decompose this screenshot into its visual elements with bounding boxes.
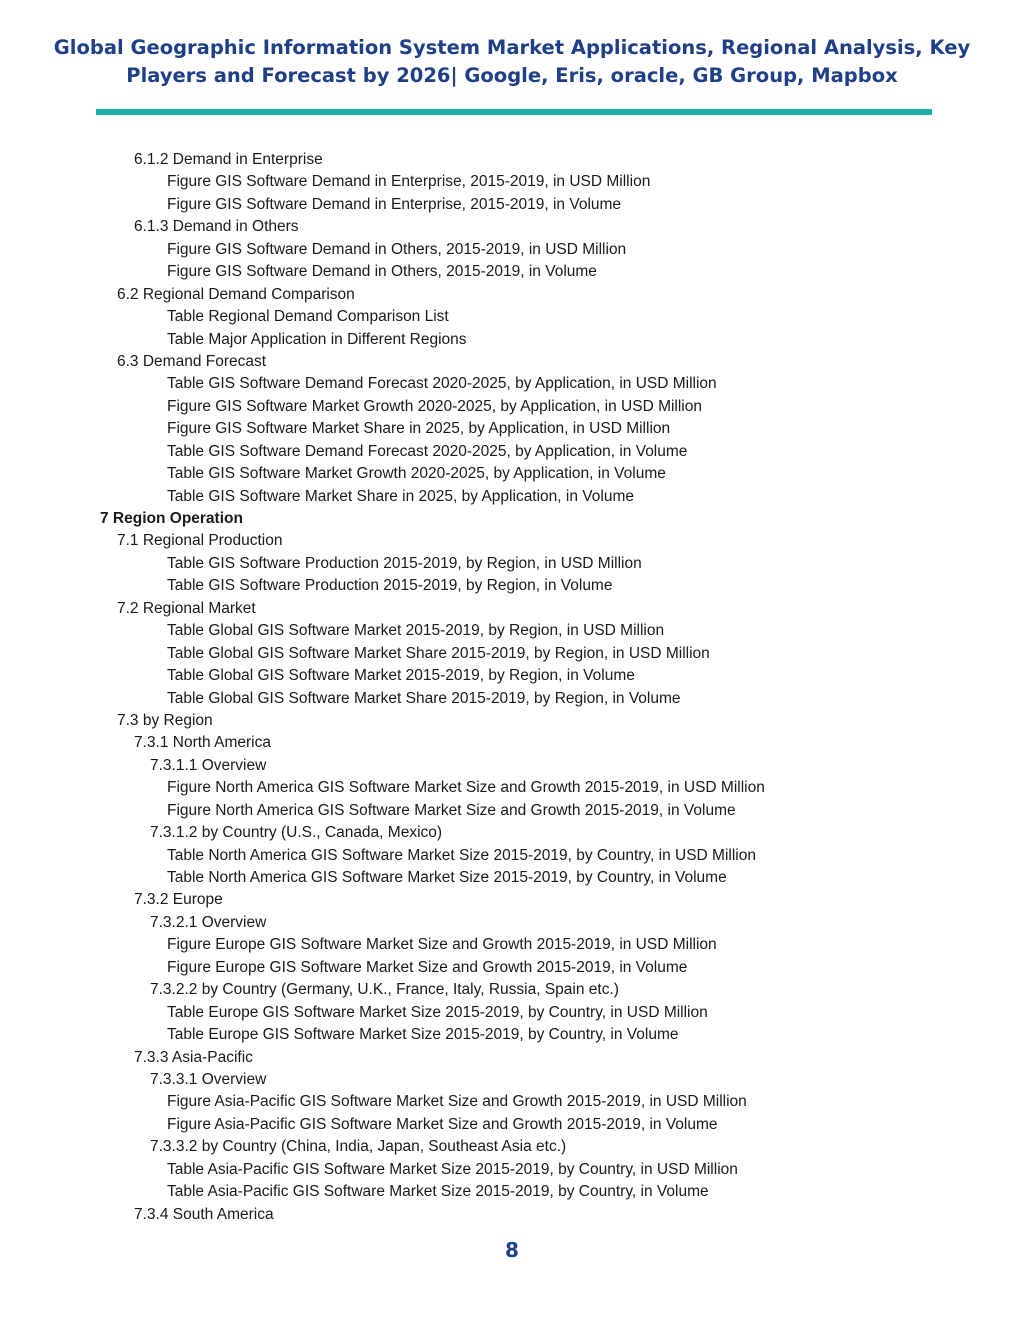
toc-entry: Figure Europe GIS Software Market Size and Growth 2015-2019, in Volume <box>167 958 688 976</box>
toc-entry: Table Regional Demand Comparison List <box>167 308 449 326</box>
toc-entry: Table Major Application in Different Regions <box>167 330 467 348</box>
toc-entry: Table GIS Software Demand Forecast 2020-2025, by Application, in USD Million <box>167 375 717 393</box>
document-title-line-1: Global Geographic Information System Market Applications, Regional Analysis, Key <box>53 36 971 59</box>
toc-entry: 6.1.2 Demand in Enterprise <box>134 151 323 168</box>
document-header <box>0 34 1024 90</box>
toc-entry: 7.3.2.1 Overview <box>150 913 267 931</box>
toc-entry: Figure North America GIS Software Market Size and Growth 2015-2019, in Volume <box>167 801 736 819</box>
toc-entry: Figure GIS Software Demand in Enterprise, 2015-2019, in USD Million <box>167 173 651 191</box>
toc-entry: 6.3 Demand Forecast <box>117 352 267 370</box>
toc-entry: 7.3.2 Europe <box>134 891 223 909</box>
toc-entry: Table GIS Software Production 2015-2019, by Region, in Volume <box>167 577 613 595</box>
toc-entry: 6.2 Regional Demand Comparison <box>117 285 355 303</box>
toc-entry: 7.3 by Region <box>117 711 213 729</box>
toc-entry: Figure Asia-Pacific GIS Software Market Size and Growth 2015-2019, in Volume <box>167 1115 718 1133</box>
toc-entry: Table Global GIS Software Market Share 2015-2019, by Region, in Volume <box>167 689 681 707</box>
toc-entry: Figure GIS Software Demand in Others, 2015-2019, in Volume <box>167 263 597 281</box>
toc-entry: Figure GIS Software Demand in Enterprise, 2015-2019, in Volume <box>167 195 622 213</box>
toc-entry: Table Global GIS Software Market 2015-2019, by Region, in USD Million <box>167 622 665 640</box>
toc-entry: Figure Asia-Pacific GIS Software Market Size and Growth 2015-2019, in USD Million <box>167 1093 747 1111</box>
toc-entry: 6.1.3 Demand in Others <box>134 218 299 236</box>
toc-entry: Figure GIS Software Market Share in 2025, by Application, in USD Million <box>167 420 671 438</box>
toc-entry: 7.3.3.1 Overview <box>150 1070 267 1088</box>
toc-entry: Figure GIS Software Market Growth 2020-2025, by Application, in USD Million <box>167 397 702 415</box>
toc-entry: Table North America GIS Software Market Size 2015-2019, by Country, in Volume <box>167 869 727 886</box>
toc-section-heading: 7 Region Operation <box>100 510 243 527</box>
header-divider <box>96 109 932 115</box>
toc-entry: 7.3.1.1 Overview <box>150 756 267 774</box>
toc-entry: Table North America GIS Software Market Size 2015-2019, by Country, in USD Million <box>167 846 756 864</box>
toc-entry: Table Global GIS Software Market 2015-2019, by Region, in Volume <box>167 667 635 685</box>
toc-entry: Figure GIS Software Demand in Others, 2015-2019, in USD Million <box>167 240 627 258</box>
toc-entry: Table GIS Software Production 2015-2019, by Region, in USD Million <box>167 554 642 572</box>
toc-entry: 7.3.2.2 by Country (Germany, U.K., France, Italy, Russia, Spain etc.) <box>150 981 619 999</box>
document-title-line-2: Players and Forecast by 2026| Google, Eris, oracle, GB Group, Mapbox <box>126 64 898 87</box>
toc-entry: 7.2 Regional Market <box>117 599 256 617</box>
toc-entry: 7.3.4 South America <box>134 1205 274 1223</box>
toc-entry: Table GIS Software Demand Forecast 2020-2025, by Application, in Volume <box>167 442 688 460</box>
page-number: 8 <box>505 1238 519 1262</box>
toc-entry: Table Europe GIS Software Market Size 2015-2019, by Country, in USD Million <box>167 1003 708 1021</box>
toc-entry: 7.1 Regional Production <box>117 532 283 550</box>
toc-entry: 7.3.3.2 by Country (China, India, Japan, Southeast Asia etc.) <box>150 1138 567 1156</box>
toc-entry: Table Europe GIS Software Market Size 2015-2019, by Country, in Volume <box>167 1026 679 1044</box>
toc-entry: Table Global GIS Software Market Share 2015-2019, by Region, in USD Million <box>167 644 710 662</box>
toc-entry: Table GIS Software Market Growth 2020-2025, by Application, in Volume <box>167 465 666 483</box>
toc-entry: Table GIS Software Market Share in 2025, by Application, in Volume <box>167 487 634 505</box>
toc-entry: 7.3.3 Asia-Pacific <box>134 1048 253 1066</box>
toc-entry: Table Asia-Pacific GIS Software Market Size 2015-2019, by Country, in USD Million <box>167 1160 738 1178</box>
toc-entry: Table Asia-Pacific GIS Software Market Size 2015-2019, by Country, in Volume <box>167 1183 709 1201</box>
toc-entry: Figure North America GIS Software Market Size and Growth 2015-2019, in USD Million <box>167 779 765 797</box>
toc-entry: 7.3.1 North America <box>134 734 271 752</box>
toc-entry: 7.3.1.2 by Country (U.S., Canada, Mexico) <box>150 824 443 842</box>
toc-entry: Figure Europe GIS Software Market Size and Growth 2015-2019, in USD Million <box>167 936 717 954</box>
table-of-contents <box>0 149 1024 1226</box>
